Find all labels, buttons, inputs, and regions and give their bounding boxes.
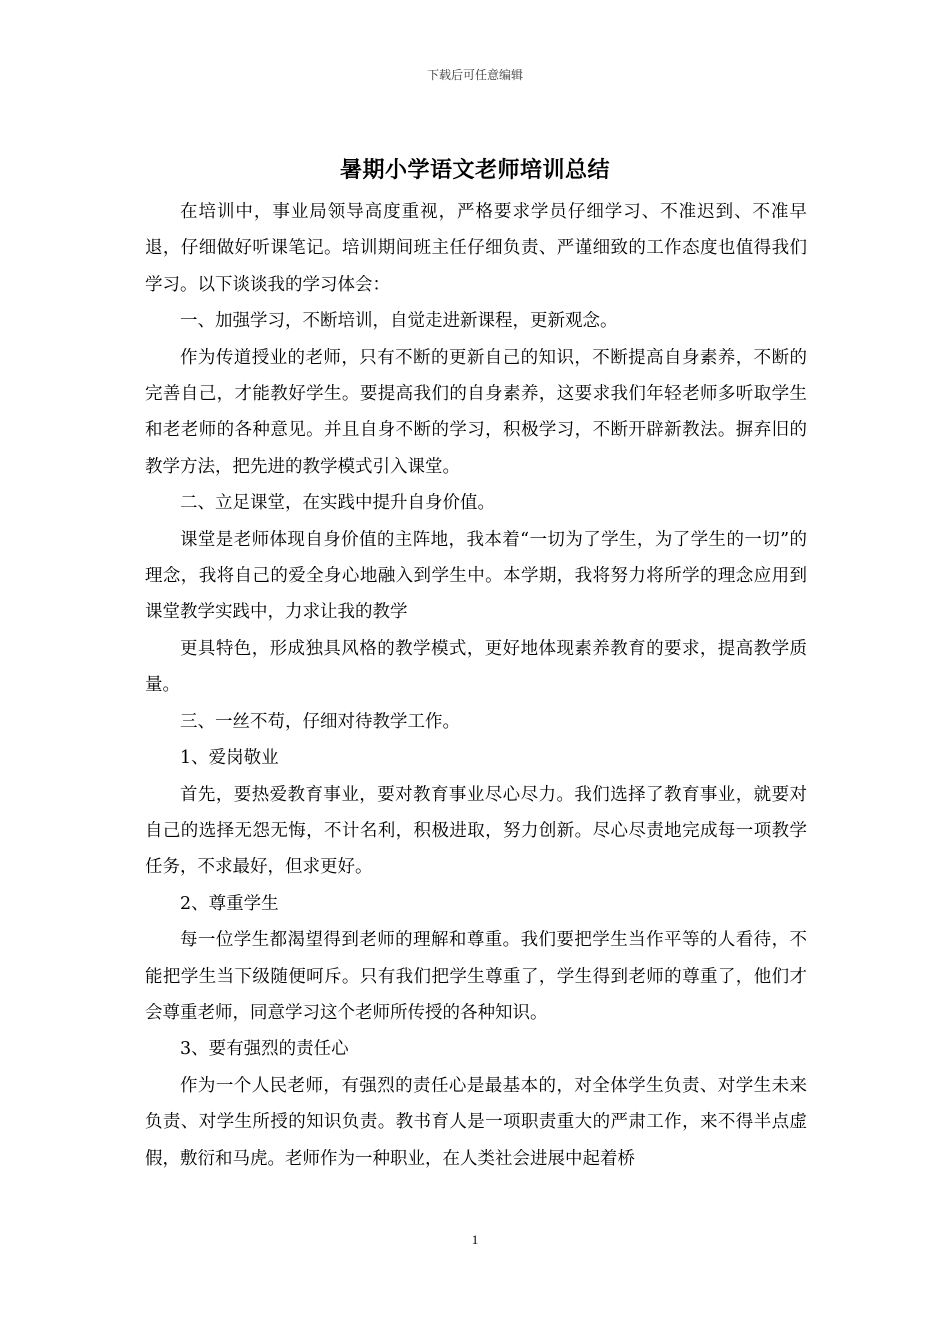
paragraph-subsection-3: 作为一个人民老师，有强烈的责任心是最基本的，对全体学生负责、对学生未来负责、对学生所授的知识负责。教书育人是一项职责重大的严肃工作，来不得半点虚假，敷衍和马虎。老师作为一种职业，在人类社会进展中起着桥 xyxy=(145,1075,807,1169)
section-heading-2: 二、立足课堂，在实践中提升自身价值。 xyxy=(180,493,495,514)
paragraph-intro: 在培训中，事业局领导高度重视，严格要求学员仔细学习、不准迟到、不准早退，仔细做好听课笔记。培训期间班主任仔细负责、严谨细致的工作态度也值得我们学习。以下谈谈我的学习体会： xyxy=(145,202,807,295)
subheading-2: 2、尊重学生 xyxy=(180,893,279,914)
paragraph-section-1: 作为传道授业的老师，只有不断的更新自己的知识，不断提高自身素养，不断的完善自己，才能教好学生。要提高我们的自身素养，这要求我们年轻老师多听取学生和老老师的各种意见。并且自身不断的学习，积极学习，不断开辟新教法。摒弃旧的教学方法，把先进的教学模式引入课堂。 xyxy=(145,347,807,477)
subheading-3: 3、要有强烈的责任心 xyxy=(180,1039,349,1060)
subheading-1: 1、爱岗敬业 xyxy=(180,748,279,769)
paragraph-section-2-continued: 更具特色，形成独具风格的教学模式，更好地体现素养教育的要求，提高教学质量。 xyxy=(145,638,807,696)
paragraph-subsection-2: 每一位学生都渴望得到老师的理解和尊重。我们要把学生当作平等的人看待，不能把学生当下级随便呵斥。只有我们把学生尊重了，学生得到老师的尊重了，他们才会尊重老师，同意学习这个老师所传授的各种知识。 xyxy=(145,930,807,1023)
paragraph-subsection-1: 首先，要热爱教育事业，要对教育事业尽心尽力。我们选择了教育事业，就要对自己的选择无怨无悔，不计名利，积极进取，努力创新。尽心尽责地完成每一项教学任务，不求最好，但求更好。 xyxy=(145,784,807,878)
page-number: 1 xyxy=(471,1232,479,1247)
section-heading-1: 一、加强学习，不断培训，自觉走进新课程，更新观念。 xyxy=(180,311,618,332)
section-heading-3: 三、一丝不苟，仔细对待教学工作。 xyxy=(180,711,460,732)
document-body xyxy=(145,194,807,1177)
header-note: 下载后可任意编辑 xyxy=(426,68,523,82)
paragraph-section-2: 课堂是老师体现自身价值的主阵地，我本着“一切为了学生，为了学生的一切”的理念，我将自己的爱全身心地融入到学生中。本学期，我将努力将所学的理念应用到课堂教学实践中，力求让我的教学 xyxy=(145,529,807,623)
document-title: 暑期小学语文老师培训总结 xyxy=(339,157,610,183)
